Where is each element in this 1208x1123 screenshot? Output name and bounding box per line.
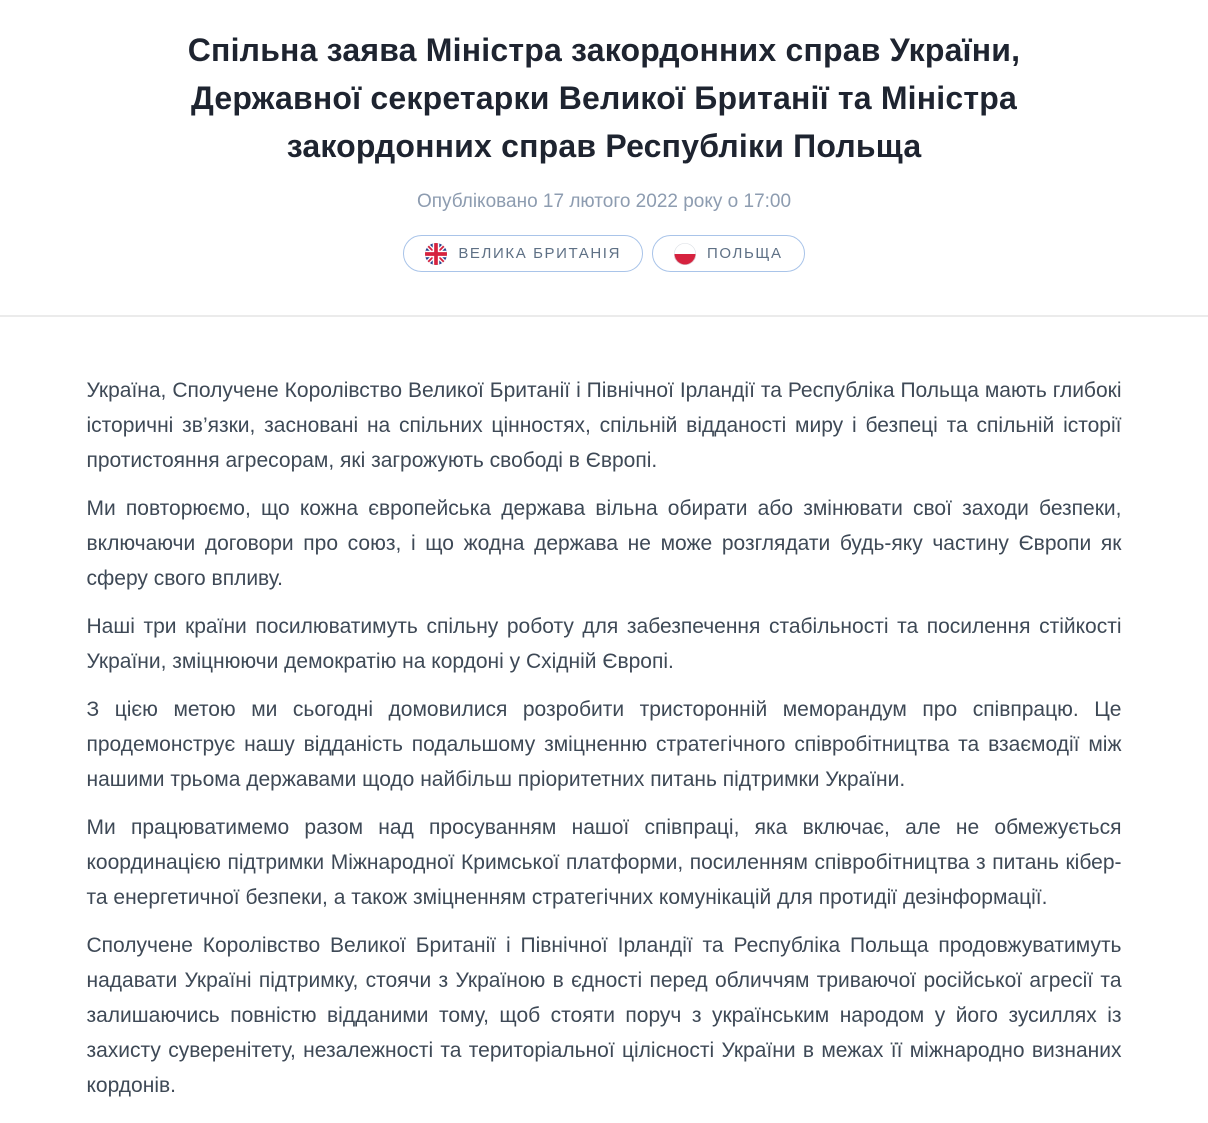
tag-poland[interactable] — [652, 235, 805, 272]
tag-great-britain[interactable] — [403, 235, 643, 272]
page-title: Спільна заява Міністра закордонних справ України, Державної секретарки Великої Британії та Міністра закордонних справ Республіки Польща — [187, 32, 1021, 164]
article-body — [87, 317, 1122, 1117]
published-date: Опубліковано 17 лютого 2022 року о 17:00 — [416, 191, 792, 212]
article-paragraph: Ми повторюємо, що кожна європейська держава вільна обирати або змінювати свої заходи безпеки, включаючи договори про союз, і що жодна держава не може розглядати будь-яку частину Європи як сферу свого впливу. — [86, 497, 1122, 590]
article-paragraph: Наші три країни посилюватимуть спільну роботу для забезпечення стабільності та посилення стійкості України, зміцнюючи демократію на кордоні у Східній Європі. — [86, 615, 1122, 673]
article-paragraph: З цією метою ми сьогодні домовилися розробити тристоронній меморандум про співпрацю. Це продемонструє нашу відданість подальшому зміцненню стратегічного співробітництва та взаємодії між нашими трьома державами щодо найбільш пріоритетних питань підтримки України. — [86, 698, 1122, 791]
article-paragraph: Україна, Сполучене Королівство Великої Британії і Північної Ірландії та Республіка Польща мають глибокі історичні зв’язки, засновані на спільних цінностях, спільній відданості миру і безпеці та спільній історії протистояння агресорам, які загрожують свободі в Європі. — [86, 379, 1122, 472]
tag-label: ВЕЛИКА БРИТАНІЯ — [458, 245, 622, 262]
tag-label: ПОЛЬЩА — [707, 245, 783, 262]
poland-flag-icon — [674, 243, 696, 265]
uk-flag-icon — [425, 243, 447, 265]
article-paragraph: Ми працюватимемо разом над просуванням нашої співпраці, яка включає, але не обмежується координацією підтримки Міжнародної Кримської платформи, посиленням співробітництва з питань кібер- та енергетичної безпеки, а також зміцненням стратегічних комунікацій для протидії дезінформації. — [86, 816, 1122, 909]
country-tags — [104, 235, 1104, 272]
article-paragraph: Сполучене Королівство Великої Британії і Північної Ірландії та Республіка Польща продовжуватимуть надавати Україні підтримку, стоячи з Україною в єдності перед обличчям триваючої російської агресії та залишаючись повністю відданими тому, щоб стояти поруч з українським народом у його зусиллях із захисту суверенітету, незалежності та територіальної цілісності України в межах її міжнародно визнаних кордонів. — [86, 934, 1122, 1097]
article-header — [104, 0, 1104, 272]
